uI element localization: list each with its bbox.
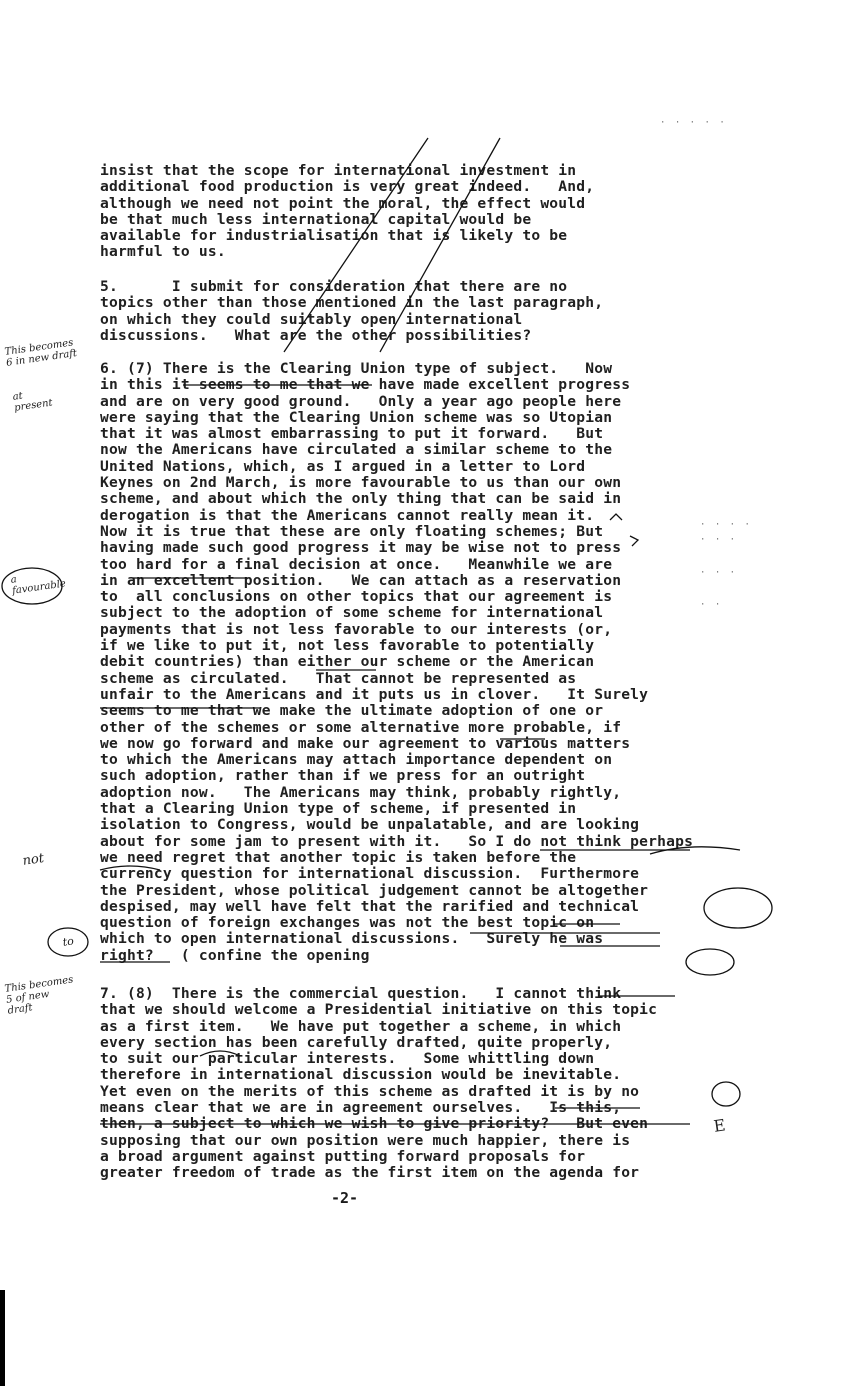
text-line: 6. (7) There is the Clearing Union type of subject. Now: [100, 361, 613, 377]
text-line: too hard for a final decision at once. Meanwhile we are: [100, 556, 613, 573]
text-line: Now it is true that these are only floating schemes; But: [100, 523, 604, 540]
text-line: then, a subject to which we wish to give priority? But even: [100, 1116, 649, 1133]
text-line: that we should welcome a Presidential initiative on this topic: [100, 1002, 658, 1019]
faint-margin-marks-2: · · ·: [700, 535, 738, 545]
text-line: were saying that the Clearing Union scheme was so Utopian: [100, 409, 613, 426]
text-line: derogation is that the Americans cannot really mean it.: [100, 507, 595, 524]
text-line: despised, may well have felt that the rarified and technical: [100, 898, 640, 915]
text-line: currency question for international discussion. Furthermore: [100, 866, 640, 883]
text-line: now the Americans have circulated a similar scheme to the: [100, 442, 613, 459]
text-line: a broad argument against putting forward proposals for: [100, 1148, 586, 1165]
text-line: greater freedom of trade as the first item on the agenda for: [100, 1165, 640, 1182]
text-line: payments that is not less favorable to our interests (or,: [100, 621, 613, 638]
text-line: 5. I submit for consideration that there are no: [100, 279, 568, 295]
margin-note-e: E: [712, 1115, 727, 1136]
text-line: to which the Americans may attach importance dependent on: [100, 752, 613, 769]
text-line: although we need not point the moral, the effect would: [100, 195, 586, 212]
squiggle-need: [100, 866, 160, 870]
text-line: adoption now. The Americans may think, probably rightly,: [100, 784, 622, 801]
text-line: Yet even on the merits of this scheme as drafted it is by no: [100, 1083, 640, 1100]
caret-1: [610, 514, 622, 520]
squiggle-whittling: [200, 1051, 240, 1056]
margin-note-to: to: [61, 934, 75, 949]
squiggle-perhaps: [650, 847, 740, 854]
circle-right-margin-2: [686, 949, 734, 975]
faint-margin-marks: · · · ·: [700, 520, 752, 530]
text-line: subject to the adoption of some scheme for international: [100, 605, 604, 622]
circle-to: [48, 928, 88, 956]
text-line: supposing that our own position were much happier, there is: [100, 1132, 631, 1149]
text-line: isolation to Congress, would be unpalatable, and are looking: [100, 817, 640, 834]
text-line: having made such good progress it may be wise not to press: [100, 540, 622, 557]
text-line: as a first item. We have put together a scheme, in which: [100, 1018, 622, 1035]
text-line: additional food production is very great indeed. And,: [100, 179, 595, 196]
caret-2: [630, 536, 638, 546]
faint-margin-marks-4: · ·: [700, 600, 723, 610]
text-line: be that much less international capital would be: [100, 211, 532, 228]
text-line: to suit our particular interests. Some whittling down: [100, 1051, 595, 1068]
circle-favourable: [2, 568, 62, 604]
margin-note-not: not: [21, 851, 46, 869]
text-line: in this it seems to me that we have made excellent progress: [100, 377, 631, 394]
faint-margin-marks-3: · · ·: [700, 568, 738, 578]
text-line: harmful to us.: [100, 244, 226, 261]
diagonal-cancel-line-1: [284, 138, 428, 352]
text-line: therefore in international discussion would be inevitable.: [100, 1067, 622, 1084]
circle-right-margin-1: [704, 888, 772, 928]
text-line: to all conclusions on other topics that our agreement is: [100, 589, 613, 606]
text-line: seems to me that we make the ultimate adoption of one or: [100, 703, 604, 720]
text-line: if we like to put it, not less favorable to potentially: [100, 638, 595, 655]
text-line: question of foreign exchanges was not the best topic on: [100, 915, 595, 932]
diagonal-cancel-line-2: [380, 138, 500, 352]
text-line: every section has been carefully drafted, quite properly,: [100, 1034, 613, 1051]
margin-note-at-present: at present: [12, 390, 54, 414]
text-line: United Nations, which, as I argued in a letter to Lord: [100, 458, 586, 475]
text-line: insist that the scope for international investment in: [100, 163, 577, 179]
text-line: debit countries) than either our scheme or the American: [100, 654, 595, 671]
margin-note-favourable: a favourable: [10, 574, 67, 597]
text-line: means clear that we are in agreement ourselves. Is this,: [100, 1100, 622, 1117]
text-line: Keynes on 2nd March, is more favourable to us than our own: [100, 475, 622, 492]
text-line: unfair to the Americans and it puts us in clover. It Surely: [100, 686, 649, 703]
text-line: other of the schemes or some alternative more probable, if: [100, 719, 622, 736]
text-line: such adoption, rather than if we press for an outright: [100, 768, 586, 785]
text-line: in an excellent position. We can attach as a reservation: [100, 572, 622, 589]
margin-note-becomes-6: This becomes 6 in new draft: [4, 337, 78, 369]
text-line: 7. (8) There is the commercial question. I cannot think: [100, 986, 622, 1002]
text-line: available for industrialisation that is likely to be: [100, 228, 568, 245]
text-line: that a Clearing Union type of scheme, if presented in: [100, 801, 577, 818]
text-line: on which they could suitably open international: [100, 311, 523, 328]
margin-note-becomes-5: This becomes 5 of new draft: [4, 974, 74, 1017]
faint-top-marks: · · · · ·: [660, 118, 727, 128]
text-line: scheme, and about which the only thing that can be said in: [100, 491, 622, 508]
text-line: about for some jam to present with it. So I do not think perhaps: [100, 833, 694, 850]
text-line: that it was almost embarrassing to put it forward. But: [100, 426, 604, 443]
page-number: -2-: [331, 1189, 359, 1207]
text-line: topics other than those mentioned in the last paragraph,: [100, 295, 604, 312]
text-line: we now go forward and make our agreement to various matters: [100, 735, 631, 752]
text-line: we need regret that another topic is taken before the: [100, 849, 577, 866]
text-line: the President, whose political judgement cannot be altogether: [100, 882, 649, 899]
text-line: and are on very good ground. Only a year ago people here: [100, 393, 622, 410]
text-line: discussions. What are the other possibilities?: [100, 327, 532, 344]
text-line: which to open international discussions. Surely he was: [100, 931, 604, 948]
text-line: right? ( confine the opening: [100, 947, 370, 964]
circle-right-margin-3: [712, 1082, 740, 1106]
text-line: scheme as circulated. That cannot be represented as: [100, 670, 577, 687]
